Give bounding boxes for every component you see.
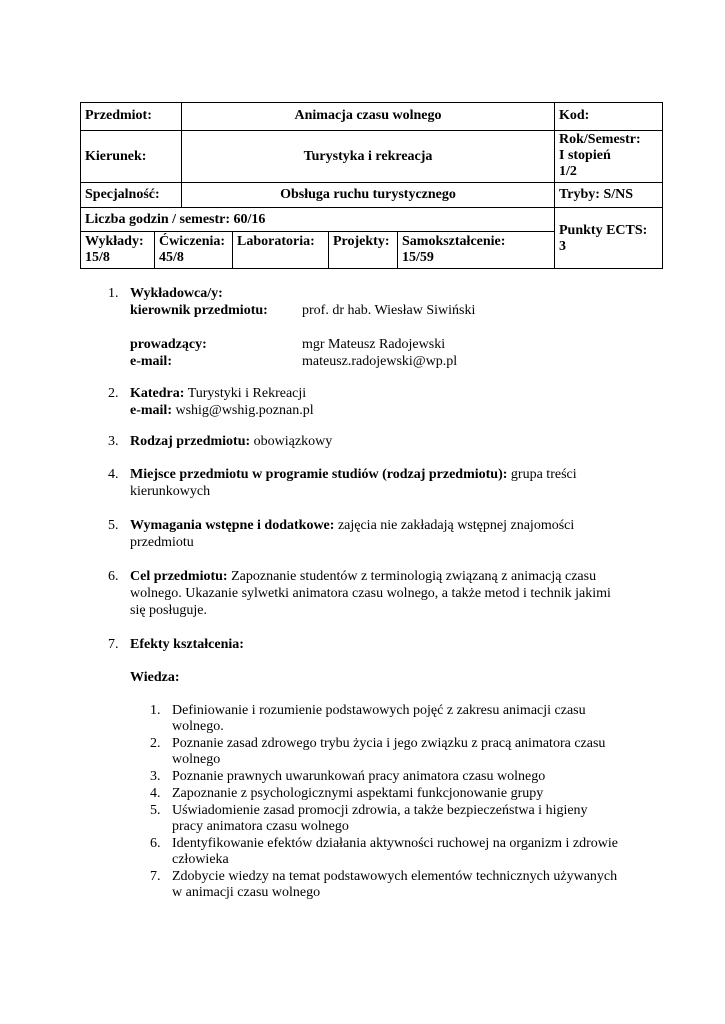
list-item-line1: Zdobycie wiedzy na temat podstawowych elementów technicznych używanych bbox=[172, 869, 618, 884]
laboratoria-cell bbox=[232, 231, 328, 268]
section-wykladowcy bbox=[108, 285, 648, 375]
wykladowcy-title: Wykładowca/y: bbox=[130, 286, 223, 301]
miejsce-value-line2: kierunkowych bbox=[130, 484, 211, 499]
section-number: 3. bbox=[108, 434, 119, 449]
list-item bbox=[150, 703, 650, 735]
list-item-line1: Zapoznanie z psychologicznymi aspektami funkcjonowanie grupy bbox=[172, 786, 544, 801]
cel-line2: wolnego. Ukazanie sylwetki animatora czasu wolnego, a także metod i technik jakimi bbox=[130, 586, 611, 601]
list-item-line1: Uświadomienie zasad promocji zdrowia, a także bezpieczeństwa i higieny bbox=[172, 803, 588, 818]
wiedza-heading: Wiedza: bbox=[130, 670, 180, 685]
specjalnosc-label: Specjalność: bbox=[81, 182, 181, 207]
section-number: 2. bbox=[108, 386, 119, 401]
cwiczenia-label: Ćwiczenia: bbox=[159, 234, 226, 249]
wymagania-value-line1: zajęcia nie zakładają wstępnej znajomości bbox=[337, 518, 575, 533]
section-number: 7. bbox=[108, 637, 119, 652]
list-item bbox=[150, 769, 650, 785]
list-item-line1: Identyfikowanie efektów działania aktywności ruchowej na organizm i zdrowie bbox=[172, 836, 619, 851]
list-item bbox=[150, 736, 650, 768]
rok-semestr-cell bbox=[554, 130, 662, 182]
list-item bbox=[150, 836, 650, 868]
list-item-line2: pracy animatora czasu wolnego bbox=[172, 819, 349, 834]
section-rodzaj bbox=[108, 433, 648, 451]
punkty-ects-value: 3 bbox=[559, 239, 566, 254]
wymagania-label: Wymagania wstępne i dodatkowe: bbox=[130, 518, 335, 533]
kierownik-label: kierownik przedmiotu: bbox=[130, 303, 268, 318]
katedra-email-label: e-mail: bbox=[130, 403, 172, 418]
section-number: 4. bbox=[108, 467, 119, 482]
wiedza-list bbox=[150, 703, 650, 902]
prowadzacy-label: prowadzący: bbox=[130, 337, 207, 352]
wyklady-cell bbox=[81, 231, 154, 268]
rok-semestr-label: Rok/Semestr: bbox=[559, 132, 641, 147]
course-header-table bbox=[80, 102, 663, 269]
kierownik-value: prof. dr hab. Wiesław Siwiński bbox=[302, 303, 476, 318]
miejsce-value-line1: grupa treści bbox=[510, 467, 577, 482]
katedra-value: Turystyki i Rekreacji bbox=[187, 386, 307, 401]
liczba-godzin: Liczba godzin / semestr: 60/16 bbox=[81, 207, 554, 231]
samoksztalcenie-label: Samokształcenie: bbox=[402, 234, 506, 249]
section-miejsce bbox=[108, 466, 648, 502]
tryby-value: Tryby: S/NS bbox=[554, 182, 662, 207]
przedmiot-value: Animacja czasu wolnego bbox=[181, 103, 554, 130]
samoksztalcenie-value: 15/59 bbox=[402, 250, 434, 265]
list-item-line1: Definiowanie i rozumienie podstawowych pojęć z zakresu animacji czasu bbox=[172, 703, 586, 718]
section-number: 1. bbox=[108, 286, 119, 301]
wyklady-value: 15/8 bbox=[85, 250, 110, 265]
wyklady-label: Wykłady: bbox=[85, 234, 144, 249]
list-item-number: 1. bbox=[150, 703, 161, 718]
email-value[interactable]: mateusz.radojewski@wp.pl bbox=[302, 354, 458, 369]
list-item-line2: w animacji czasu wolnego bbox=[172, 885, 321, 900]
prowadzacy-value: mgr Mateusz Radojewski bbox=[302, 337, 446, 352]
kierunek-label: Kierunek: bbox=[81, 130, 181, 182]
section-number: 5. bbox=[108, 518, 119, 533]
cwiczenia-cell bbox=[154, 231, 232, 268]
cel-line1: Zapoznanie studentów z terminologią związaną z animacją czasu bbox=[231, 569, 597, 584]
cwiczenia-value: 45/8 bbox=[159, 250, 184, 265]
cel-line3: się posługuje. bbox=[130, 603, 207, 618]
list-item-line2: wolnego. bbox=[172, 719, 224, 734]
list-item-line1: Poznanie prawnych uwarunkowań pracy animatora czasu wolnego bbox=[172, 769, 546, 784]
section-cel bbox=[108, 568, 648, 622]
wymagania-value-line2: przedmiotu bbox=[130, 535, 194, 550]
rodzaj-label: Rodzaj przedmiotu: bbox=[130, 434, 251, 449]
przedmiot-label: Przedmiot: bbox=[85, 108, 152, 123]
semestr-value: 1/2 bbox=[559, 164, 577, 179]
projekty-label: Projekty: bbox=[333, 234, 390, 249]
list-item bbox=[150, 786, 650, 802]
section-wymagania bbox=[108, 517, 648, 553]
kod-label: Kod: bbox=[554, 103, 662, 130]
list-item-number: 3. bbox=[150, 769, 161, 784]
efekty-title: Efekty kształcenia: bbox=[130, 637, 244, 652]
wiedza-heading-wrap bbox=[130, 669, 670, 687]
rodzaj-value: obowiązkowy bbox=[253, 434, 333, 449]
specjalnosc-value: Obsługa ruchu turystycznego bbox=[181, 182, 554, 207]
list-item-number: 7. bbox=[150, 869, 161, 884]
samoksztalcenie-cell bbox=[397, 231, 554, 268]
list-item-number: 5. bbox=[150, 803, 161, 818]
kierunek-value: Turystyka i rekreacja bbox=[181, 130, 554, 182]
katedra-label: Katedra: bbox=[130, 386, 185, 401]
list-item-line2: wolnego bbox=[172, 752, 221, 767]
list-item-number: 2. bbox=[150, 736, 161, 751]
punkty-ects-label: Punkty ECTS: bbox=[559, 223, 648, 238]
laboratoria-label: Laboratoria: bbox=[237, 234, 315, 249]
section-number: 6. bbox=[108, 569, 119, 584]
email-label: e-mail: bbox=[130, 354, 172, 369]
list-item-line1: Poznanie zasad zdrowego trybu życia i jego związku z pracą animatora czasu bbox=[172, 736, 606, 751]
list-item-number: 6. bbox=[150, 836, 161, 851]
list-item-number: 4. bbox=[150, 786, 161, 801]
miejsce-label: Miejsce przedmiotu w programie studiów (rodzaj przedmiotu): bbox=[130, 467, 508, 482]
section-efekty bbox=[108, 636, 648, 654]
section-katedra bbox=[108, 385, 648, 421]
punkty-ects-cell bbox=[554, 207, 662, 268]
list-item-line2: człowieka bbox=[172, 852, 229, 867]
projekty-cell bbox=[328, 231, 397, 268]
list-item bbox=[150, 803, 650, 835]
list-item bbox=[150, 869, 650, 901]
katedra-email-value[interactable]: wshig@wshig.poznan.pl bbox=[175, 403, 314, 418]
cel-label: Cel przedmiotu: bbox=[130, 569, 228, 584]
stopien-value: I stopień bbox=[559, 148, 611, 163]
